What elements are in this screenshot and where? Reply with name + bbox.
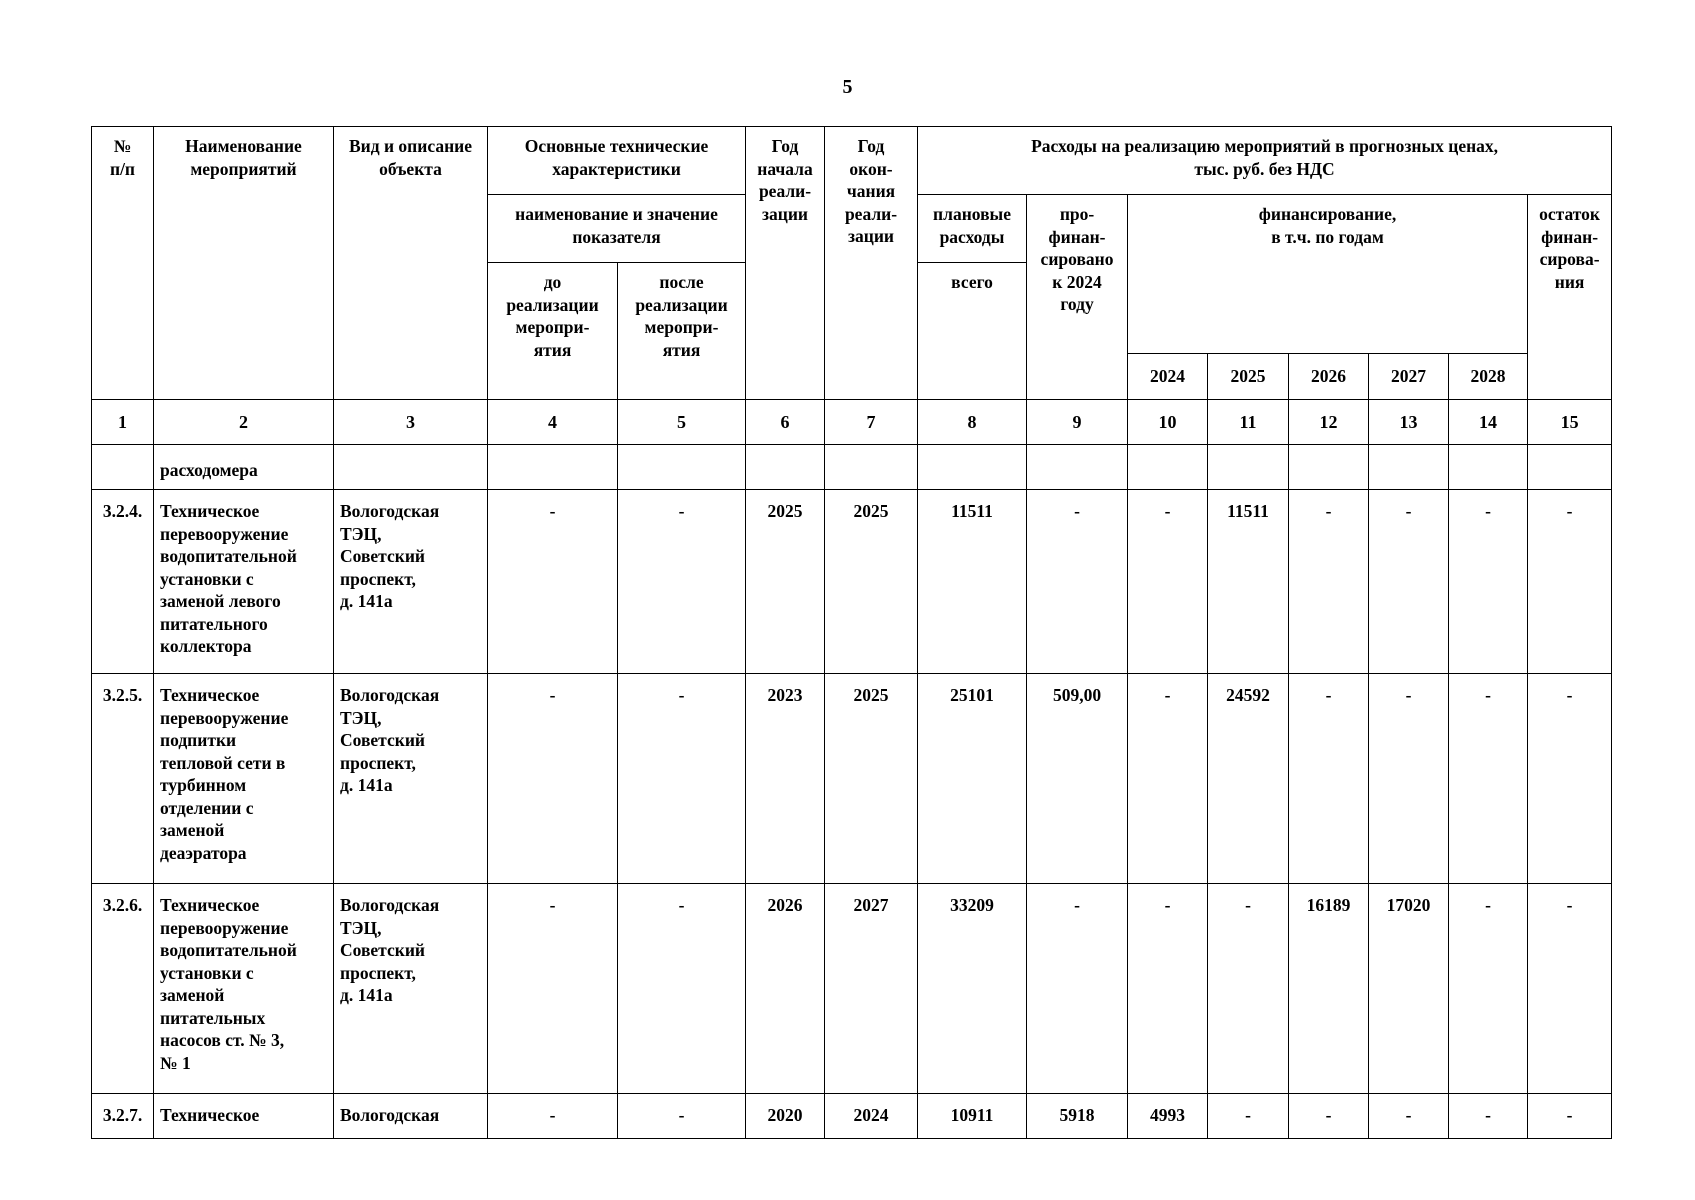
row-value: 2025 [825, 490, 918, 674]
row-value: 25101 [918, 674, 1027, 884]
row-value [1289, 445, 1369, 490]
row-value: - [1369, 1094, 1449, 1139]
table-row [92, 1094, 1612, 1139]
column-number: 9 [1027, 400, 1128, 445]
row-value: - [1027, 884, 1128, 1094]
row-value: - [1128, 884, 1208, 1094]
row-object: Вологодская ТЭЦ, Советский проспект, д. 141а [334, 490, 488, 674]
header-year-2027: 2027 [1369, 354, 1449, 400]
row-value: 11511 [1208, 490, 1289, 674]
row-value: - [1449, 490, 1528, 674]
row-value: - [1528, 674, 1612, 884]
row-value: 2025 [825, 674, 918, 884]
header-name: Наименование мероприятий [154, 127, 334, 400]
column-number: 13 [1369, 400, 1449, 445]
row-value: - [1528, 884, 1612, 1094]
header-prefinanced: про- финан- сировано к 2024 году [1027, 195, 1128, 400]
row-value: 16189 [1289, 884, 1369, 1094]
row-value: - [488, 674, 618, 884]
header-planned: плановые расходы [918, 195, 1027, 263]
row-object [334, 445, 488, 490]
row-value [1128, 445, 1208, 490]
row-value: 11511 [918, 490, 1027, 674]
row-value [1528, 445, 1612, 490]
header-remainder: остаток финан- сирова- ния [1528, 195, 1612, 400]
row-object: Вологодская [334, 1094, 488, 1139]
row-value: - [1449, 884, 1528, 1094]
row-value: - [488, 884, 618, 1094]
row-value: 2025 [746, 490, 825, 674]
row-value: - [1449, 1094, 1528, 1139]
row-value: 2023 [746, 674, 825, 884]
row-object: Вологодская ТЭЦ, Советский проспект, д. 141а [334, 674, 488, 884]
row-value [1027, 445, 1128, 490]
row-value: 10911 [918, 1094, 1027, 1139]
row-value: - [1369, 674, 1449, 884]
header-financing: финансирование, в т.ч. по годам [1128, 195, 1528, 354]
row-value: - [1289, 674, 1369, 884]
row-name: Техническое [154, 1094, 334, 1139]
table-row [92, 884, 1612, 1094]
row-name: расходомера [154, 445, 334, 490]
header-start-year: Год начала реали- зации [746, 127, 825, 400]
row-name: Техническое перевооружение подпитки тепловой сети в турбинном отделении с заменой деаэратора [154, 674, 334, 884]
column-number: 3 [334, 400, 488, 445]
header-tech: Основные технические характеристики [488, 127, 746, 195]
header-year-2024: 2024 [1128, 354, 1208, 400]
row-value: - [1528, 490, 1612, 674]
column-number: 11 [1208, 400, 1289, 445]
row-number: 3.2.4. [92, 490, 154, 674]
row-object: Вологодская ТЭЦ, Советский проспект, д. 141а [334, 884, 488, 1094]
row-value: - [1208, 1094, 1289, 1139]
investment-program-table [91, 126, 1612, 1139]
row-value [1449, 445, 1528, 490]
row-value: 509,00 [1027, 674, 1128, 884]
row-value: - [1208, 884, 1289, 1094]
column-number: 6 [746, 400, 825, 445]
row-name: Техническое перевооружение водопитательной установки с заменой левого питательного коллектора [154, 490, 334, 674]
row-value [618, 445, 746, 490]
row-value: - [1027, 490, 1128, 674]
header-before: до реализации меропри- ятия [488, 263, 618, 400]
column-number: 2 [154, 400, 334, 445]
column-number: 8 [918, 400, 1027, 445]
row-number [92, 445, 154, 490]
row-value: - [1369, 490, 1449, 674]
header-year-2028: 2028 [1449, 354, 1528, 400]
header-tech-indicator: наименование и значение показателя [488, 195, 746, 263]
row-value [488, 445, 618, 490]
header-costs: Расходы на реализацию мероприятий в прогнозных ценах, тыс. руб. без НДС [918, 127, 1612, 195]
table-row [92, 490, 1612, 674]
row-value: - [618, 490, 746, 674]
row-number: 3.2.7. [92, 1094, 154, 1139]
table-row [92, 445, 1612, 490]
header-year-2025: 2025 [1208, 354, 1289, 400]
row-value: 2026 [746, 884, 825, 1094]
row-value [746, 445, 825, 490]
row-value: - [1449, 674, 1528, 884]
row-value: 4993 [1128, 1094, 1208, 1139]
row-value [1369, 445, 1449, 490]
column-number: 5 [618, 400, 746, 445]
row-value: 5918 [1027, 1094, 1128, 1139]
column-number: 15 [1528, 400, 1612, 445]
row-value [825, 445, 918, 490]
column-number: 4 [488, 400, 618, 445]
row-value [918, 445, 1027, 490]
row-value: - [1528, 1094, 1612, 1139]
row-number: 3.2.6. [92, 884, 154, 1094]
column-number: 1 [92, 400, 154, 445]
page-number: 5 [842, 76, 853, 98]
row-value: - [488, 490, 618, 674]
row-value: - [1128, 490, 1208, 674]
row-value: - [488, 1094, 618, 1139]
row-value: 2027 [825, 884, 918, 1094]
column-number: 10 [1128, 400, 1208, 445]
row-value: - [1289, 490, 1369, 674]
header-after: после реализации меропри- ятия [618, 263, 746, 400]
column-number-row [92, 400, 1612, 445]
row-name: Техническое перевооружение водопитательной установки с заменой питательных насосов ст. № 3, № 1 [154, 884, 334, 1094]
column-number: 7 [825, 400, 918, 445]
row-value: 2024 [825, 1094, 918, 1139]
header-year-2026: 2026 [1289, 354, 1369, 400]
row-value: - [1128, 674, 1208, 884]
header-end-year: Год окон- чания реали- зации [825, 127, 918, 400]
row-value: - [618, 674, 746, 884]
header-object: Вид и описание объекта [334, 127, 488, 400]
row-number: 3.2.5. [92, 674, 154, 884]
row-value [1208, 445, 1289, 490]
row-value: 24592 [1208, 674, 1289, 884]
row-value: 33209 [918, 884, 1027, 1094]
column-number: 12 [1289, 400, 1369, 445]
row-value: - [618, 884, 746, 1094]
row-value: 17020 [1369, 884, 1449, 1094]
table-row [92, 674, 1612, 884]
row-value: - [1289, 1094, 1369, 1139]
row-value: - [618, 1094, 746, 1139]
row-value: 2020 [746, 1094, 825, 1139]
header-no: № п/п [92, 127, 154, 400]
column-number: 14 [1449, 400, 1528, 445]
header-total: всего [918, 263, 1027, 400]
